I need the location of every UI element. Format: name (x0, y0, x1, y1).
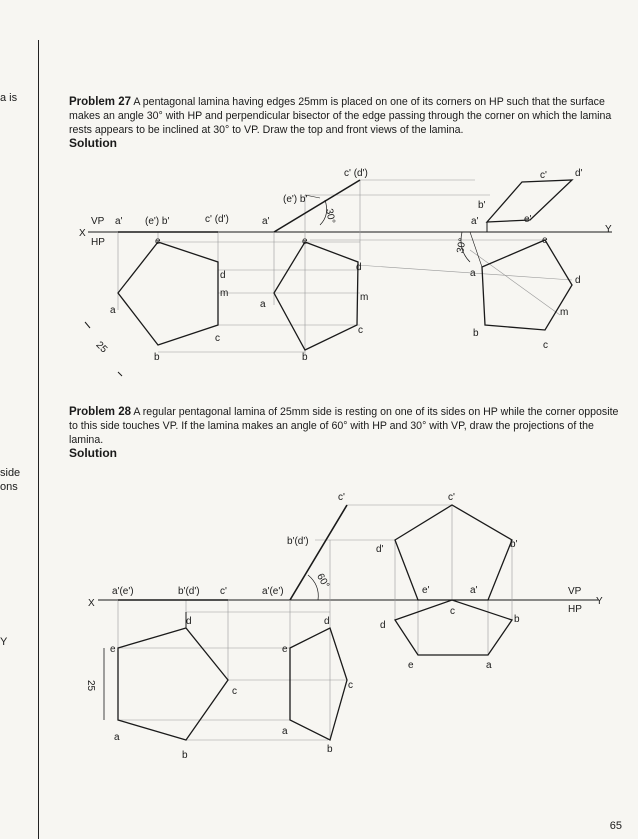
tv3-d: d (575, 275, 581, 286)
label-a3: a' (471, 216, 479, 227)
pentagon-top-view-1 (118, 242, 218, 345)
problem-27-text: A pentagonal lamina having edges 25mm is placed on one of its corners on HP such that the surface makes an angle 30° with HP and perpendicular bisector of the edge passing through the corner on which the lamina rests appears to be inclined at 30° to VP. Draw the top and front views of the lamina. (69, 96, 612, 136)
label-x-27: X (79, 228, 86, 239)
pentagon-top-view-3 (482, 240, 572, 330)
pentagon-top-view-28-1 (118, 628, 228, 740)
tv28b-e: e (282, 644, 288, 655)
problem-28-text: A regular pentagonal lamina of 25mm side is resting on one of its sides on HP while the corner opposite to this side touches VP. If the lamina makes an angle of 60° with HP and 30° with VP, draw the projections of the lamina. (69, 406, 619, 446)
label-angle-30b: 30° (455, 237, 469, 255)
tv28b-b: b (327, 744, 333, 755)
tv28-a: a (114, 732, 120, 743)
label-e3: e' (422, 585, 430, 596)
label-y-27: Y (605, 224, 612, 235)
tv1-e: e (155, 236, 161, 247)
label-e1b1: (e') b' (145, 216, 170, 227)
tv2-d: d (356, 262, 362, 273)
tv3-c: c (543, 340, 548, 351)
tv28-b: b (182, 750, 188, 761)
margin-fragment-is: a is (0, 92, 18, 104)
label-dim-25-27: 25 (93, 339, 110, 356)
label-dim-25-28: 25 (85, 680, 96, 692)
tv3-m: m (560, 307, 569, 318)
tv1-c: c (215, 333, 220, 344)
label-d3: d' (575, 168, 583, 179)
label-e2b2: (e') b' (283, 194, 308, 205)
tv28b-a: a (282, 726, 288, 737)
label-c3: c' (448, 492, 455, 503)
label-c1d1: c' (d') (205, 214, 229, 225)
tv2-m: m (360, 292, 369, 303)
pentagon-top-view-28-2 (290, 628, 347, 740)
front-view-inclined-28 (290, 505, 347, 600)
tv28b-d: d (324, 616, 330, 627)
pentagon-top-view-2 (274, 242, 358, 350)
label-b4: b (514, 614, 520, 625)
tv1-b: b (154, 352, 160, 363)
label-bd2: b'(d') (287, 536, 309, 547)
tv1-a: a (110, 305, 116, 316)
margin-fragment-side: side (0, 467, 21, 479)
tv1-d: d (220, 270, 226, 281)
label-a1: a' (115, 216, 123, 227)
projector-lines-28 (118, 505, 512, 740)
problem-28-heading: Problem 28 (69, 406, 131, 418)
label-c2: c' (338, 492, 345, 503)
tv28-e: e (110, 644, 116, 655)
label-d3: d' (376, 544, 384, 555)
tv2-c: c (358, 325, 363, 336)
label-angle-60: 60° (314, 571, 332, 591)
label-y-28: Y (596, 596, 603, 607)
label-a4: a (486, 660, 492, 671)
label-hp-27: HP (91, 237, 105, 248)
label-c3: c' (540, 170, 547, 181)
margin-fragment-y: Y (0, 636, 8, 648)
problem-28-labels (85, 492, 603, 761)
label-e3: e' (524, 214, 532, 225)
label-a3: a' (470, 585, 478, 596)
dimension-tick-a (85, 322, 90, 328)
tv2-b: b (302, 352, 308, 363)
tv1-m: m (220, 288, 229, 299)
margin-fragment-ons: ons (0, 481, 18, 493)
label-hp-28: HP (568, 604, 582, 615)
label-x-28: X (88, 598, 95, 609)
tv2-a: a (260, 299, 266, 310)
label-d4: d (380, 620, 386, 631)
label-ae2: a'(e') (262, 586, 284, 597)
tv2-e: e (302, 236, 308, 247)
label-c1: c' (220, 586, 227, 597)
label-c4: c (450, 606, 455, 617)
tv28-d: d (186, 616, 192, 627)
problem-28-drawing (98, 505, 598, 740)
problem-27-labels (79, 168, 612, 363)
label-a2: a' (262, 216, 270, 227)
label-vp-27: VP (91, 216, 105, 227)
tv3-a: a (470, 268, 476, 279)
label-c2d2: c' (d') (344, 168, 368, 179)
tv3-e: e (542, 235, 548, 246)
label-e4: e (408, 660, 414, 671)
dimension-tick-b (118, 372, 122, 376)
pentagon-front-view-28-3 (395, 505, 512, 600)
label-bd1: b'(d') (178, 586, 200, 597)
page-number: 65 (609, 820, 622, 832)
label-ae1: a'(e') (112, 586, 134, 597)
problem-27-heading: Problem 27 (69, 96, 131, 108)
label-b3: b' (510, 539, 518, 550)
label-b3: b' (478, 200, 486, 211)
label-vp-28: VP (568, 586, 582, 597)
projector-lines-27 (118, 180, 572, 355)
problem-27-drawing (85, 180, 612, 376)
tv28-c: c (232, 686, 237, 697)
tv28b-c: c (348, 680, 353, 691)
problem-27-solution-heading: Solution (69, 136, 117, 150)
tv3-b: b (473, 328, 479, 339)
front-view-inclined-2 (274, 180, 360, 232)
problem-28-solution-heading: Solution (69, 446, 117, 460)
label-angle-30a: 30° (323, 207, 337, 225)
